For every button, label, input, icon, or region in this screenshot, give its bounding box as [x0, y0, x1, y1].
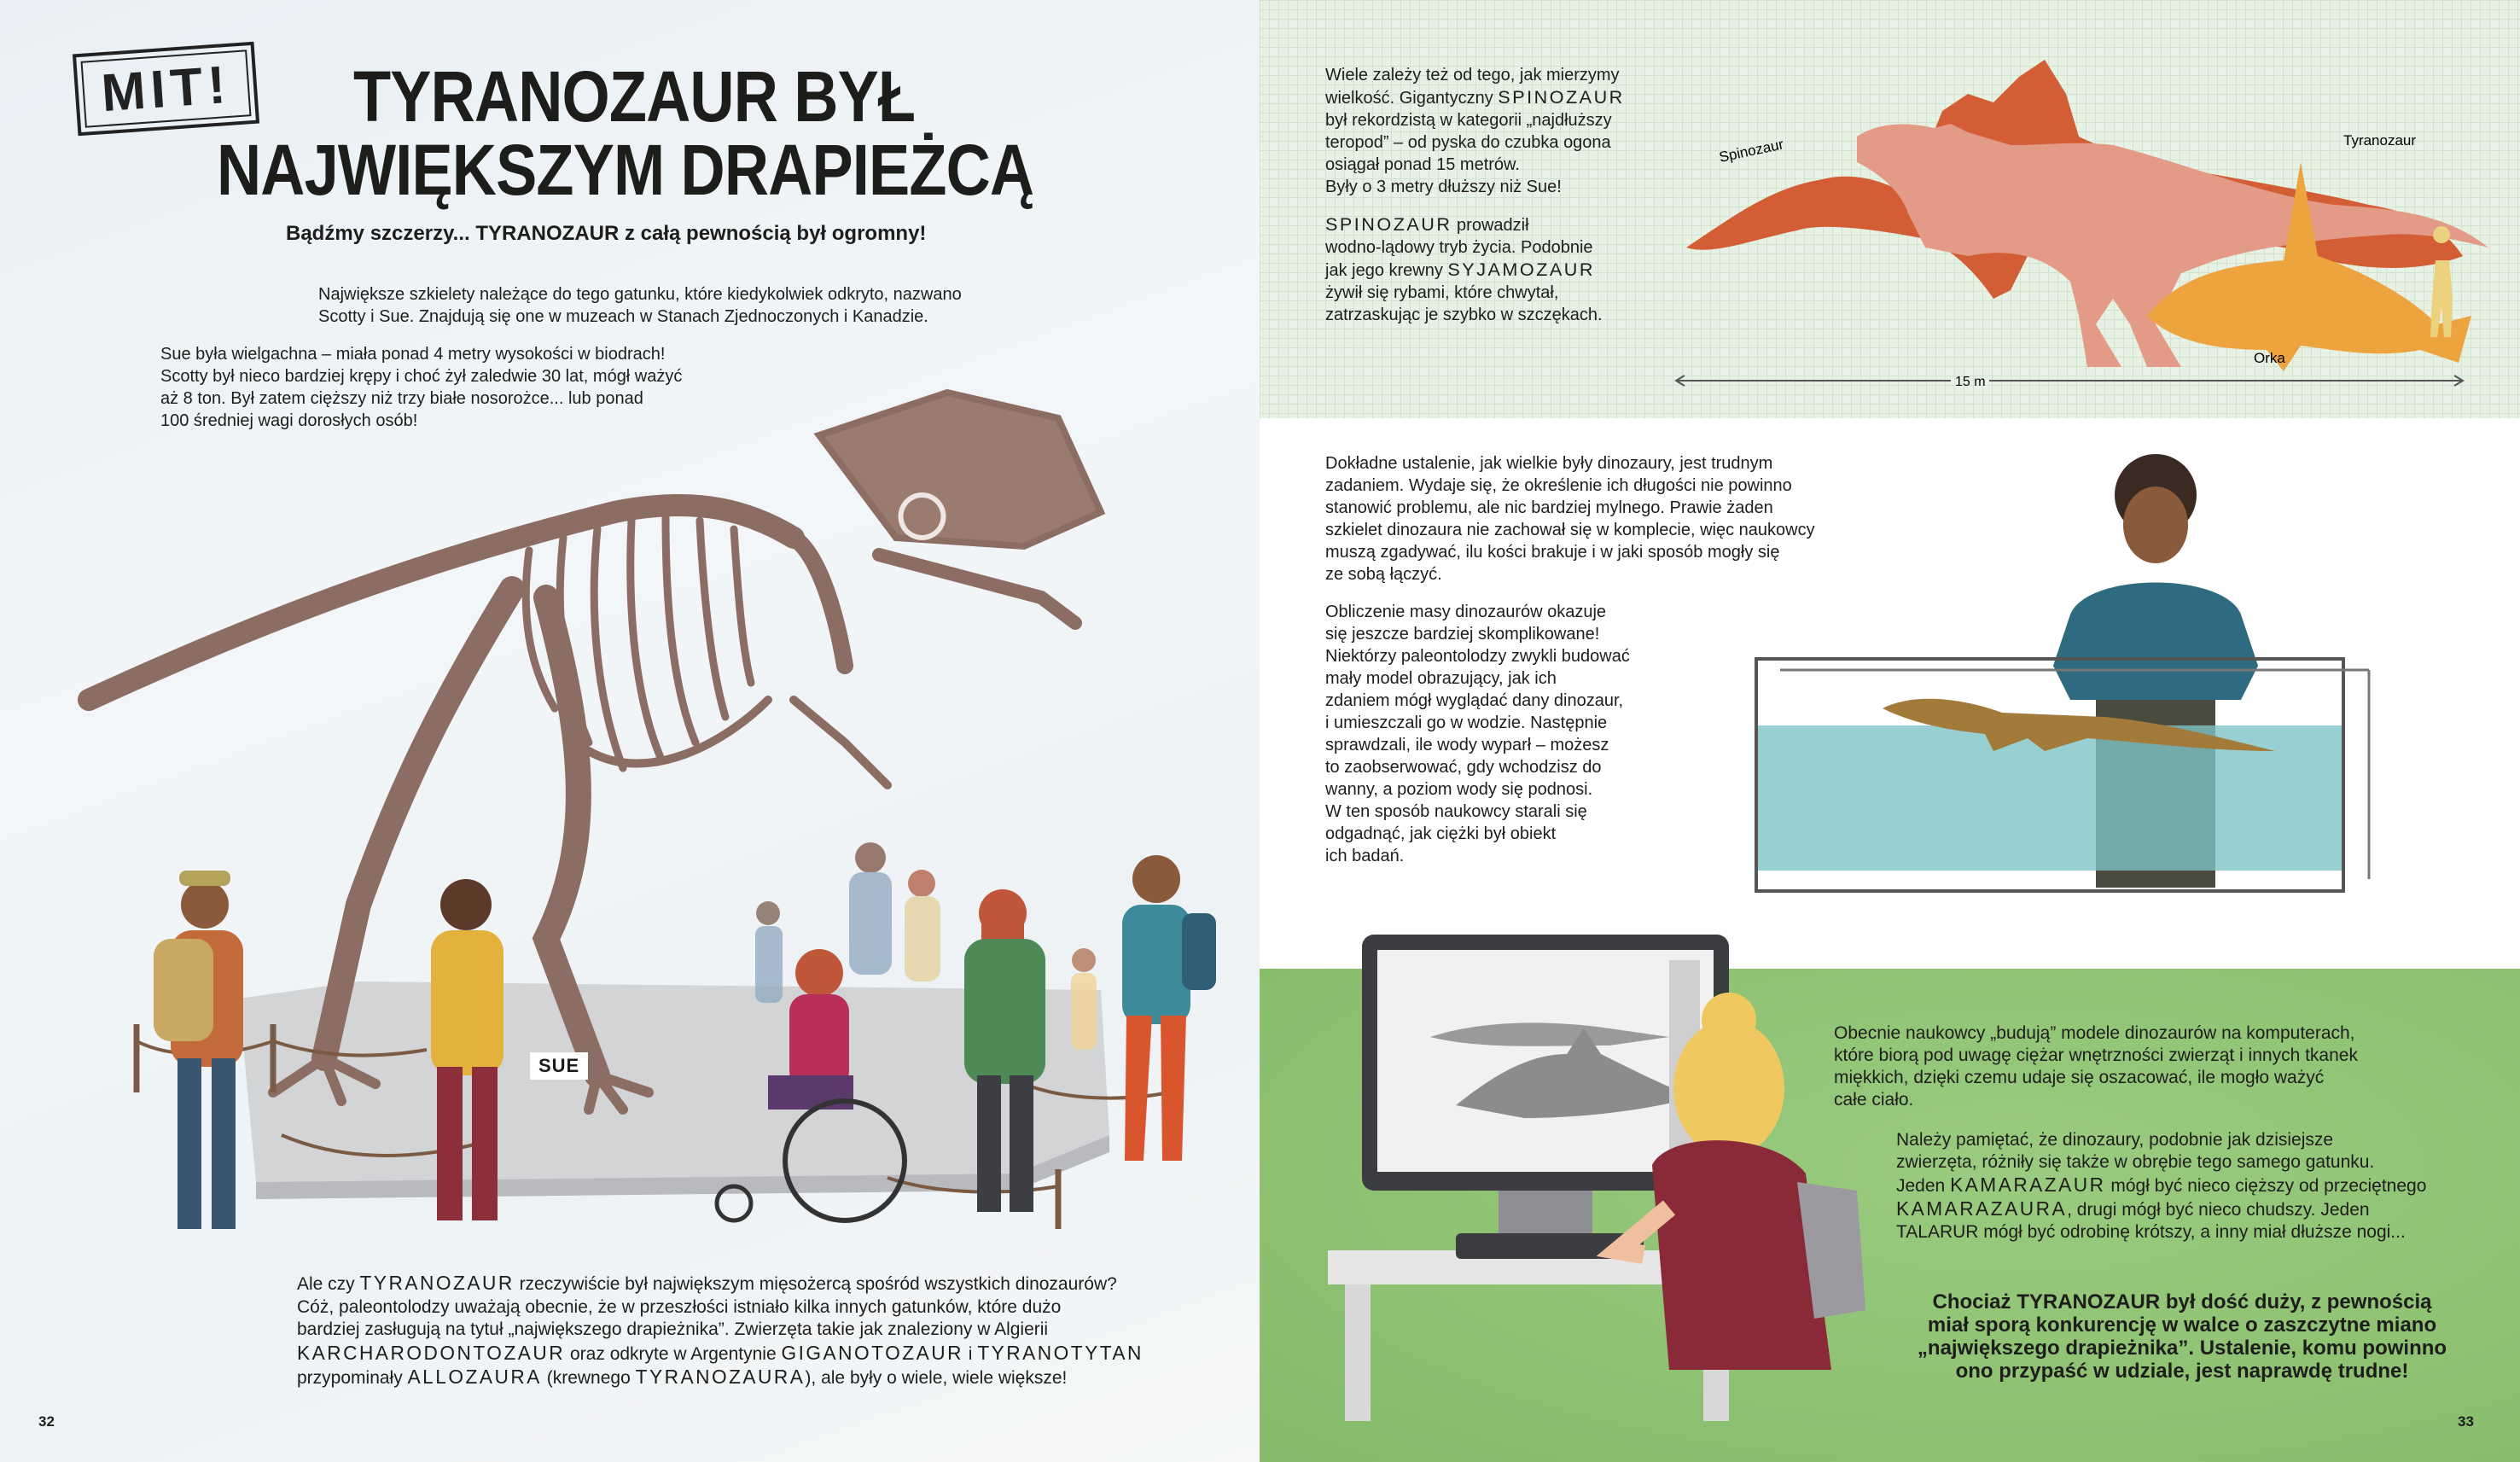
- page-number-left: 32: [38, 1413, 55, 1430]
- text-segment: przypominały: [297, 1368, 403, 1388]
- computer-modeling-panel: [1260, 969, 2520, 1462]
- species-name: GIGANOTOZAUR: [781, 1341, 963, 1364]
- water-tank: [1756, 659, 2369, 891]
- scale-label: 15 m: [1955, 375, 1986, 389]
- text-segment: był dość duży, z pewnością miał sporą konkurencję w walce o zaszczytne miano „największego drapieżnika”. Ustalenie, komu powinno ono przypaść w udziale, jest naprawdę trudne!: [1917, 1290, 2447, 1383]
- text-segment: żywił się rybami, które chwytał, zatrzaskując je szybko w szczękach.: [1325, 283, 1603, 324]
- bottom-paragraph: [297, 1272, 1144, 1390]
- page-title-line2: NAJWIĘKSZYM DRAPIEŻCĄ: [217, 130, 1034, 210]
- desk-leg: [1345, 1284, 1371, 1421]
- species-name: TYRANOZAURA: [635, 1366, 806, 1388]
- museum-illustration: [0, 341, 1260, 1263]
- text-segment: ), ale były o wiele, wiele większe!: [805, 1368, 1068, 1388]
- conclusion-paragraph: [1866, 1290, 2498, 1383]
- species-name: KARCHARODONTOZAUR: [297, 1341, 566, 1364]
- spinosaurus-length-paragraph: [1325, 64, 1625, 198]
- text-segment: , drugi mógł być nieco chudszy. Jeden TALARUR mógł być odrobinę krótszy, a inny miał dłuższe nogi...: [1896, 1200, 2406, 1242]
- text-segment: Należy pamiętać, że dinozaury, podobnie jak dzisiejsze zwierzęta, różniły się także w obrębie tego samego gatunku. Jeden: [1896, 1130, 2375, 1196]
- text-segment: prowadził wodno-lądowy tryb życia. Podobnie jak jego krewny: [1325, 216, 1593, 280]
- subtitle: [286, 222, 926, 246]
- text-segment: mógł być nieco cięższy od przeciętnego: [2110, 1176, 2427, 1196]
- species-name: TYRANOZAUR: [2017, 1290, 2161, 1313]
- text-segment: Ale czy: [297, 1274, 360, 1294]
- myth-stamp-text: MIT!: [99, 55, 233, 123]
- page-title-line1: TYRANOZAUR BYŁ: [353, 56, 916, 137]
- text-segment: Obecnie naukowcy „budują” modele dinozaurów na komputerach, które biorą pod uwagę ciężar wnętrzności zwierząt i innych tkanek miękkich, dzięki czemu udaje się oszacować, ile mogło ważyć całe ciało.: [1834, 1023, 2358, 1110]
- text-segment: Bądźmy szczerzy...: [286, 222, 476, 245]
- scale-arrow: [1676, 376, 2463, 386]
- species-name: KAMARAZAURA: [1896, 1197, 2068, 1220]
- text-segment: z całą pewnością był ogromny!: [619, 222, 927, 245]
- myth-stamp: [73, 42, 259, 137]
- water-tank-illustration: [1746, 444, 2395, 922]
- text-segment: oraz odkryte w Argentynie: [565, 1343, 782, 1364]
- computer-models-paragraph: [1834, 1022, 2358, 1111]
- intro-paragraph: [318, 283, 962, 328]
- species-name: TYRANOZAUR: [359, 1272, 515, 1294]
- label-spinosaurus: Spinozaur: [1717, 136, 1785, 166]
- right-page: [1260, 0, 2520, 1462]
- water-displacement-paragraph: [1325, 601, 1630, 867]
- sue-label: SUE: [530, 1052, 588, 1080]
- size-comparison-chart: [1669, 43, 2505, 401]
- computer-illustration: [1328, 926, 1874, 1421]
- text-segment: Największe szkielety należące do tego gatunku, które kiedykolwiek odkryto, nazwano Scotty i Sue. Znajdują się one w muzeach w Stanach Zjednoczonych i Kanadzie.: [318, 285, 962, 326]
- text-segment: Wiele zależy też od tego, jak mierzymy wielkość. Gigantyczny: [1325, 66, 1620, 108]
- page-number-right: 33: [2458, 1413, 2474, 1430]
- text-segment: był rekordzistą w kategorii „najdłuższy teropod” – od pyska do czubka ogona osiągał ponad 15 metrów. Były o 3 metry dłuższy niż Sue!: [1325, 111, 1612, 196]
- text-segment: Sue była wielgachna – miała ponad 4 metry wysokości w biodrach! Scotty był nieco bardziej krępy i choć żył zaledwie 30 lat, mógł ważyć aż 8 ton. Był zatem cięższy niż trzy białe nosorożce... lub ponad 100 średniej wagi dorosłych osób!: [160, 345, 683, 430]
- measurement-paragraph: [1325, 452, 1815, 585]
- text-segment: Dokładne ustalenie, jak wielkie były dinozaury, jest trudnym zadaniem. Wydaje się, że określenie ich długości nie powinno stanowić problemu, ale nic bardziej mylnego. Prawie żaden szkielet dinozaura nie zachował się w komplecie, więc naukowcy muszą zgadywać, ilu kości brakuje i w jaki sposób mogły się ze sobą łączyć.: [1325, 454, 1815, 584]
- species-name: SPINOZAUR: [1498, 86, 1625, 108]
- text-segment: Obliczenie masy dinozaurów okazuje się jeszcze bardziej skomplikowane! Niektórzy paleontolodzy zwykli budować mały model obrazujący, jak ich zdaniem mógł wyglądać dany dinozaur, i umieszczali go w wodzie. Następnie sprawdzali, ile wody wyparł – możesz to zaobserwować, gdy wchodzisz do wanny, a poziom wody się podnosi. W ten sposób naukowcy starali się odgadnąć, jak ciężki był obiekt ich badań.: [1325, 603, 1630, 865]
- label-tyrannosaurus: Tyranozaur: [2343, 132, 2417, 149]
- species-name: KAMARAZAUR: [1950, 1174, 2106, 1196]
- text-segment: i: [963, 1343, 978, 1364]
- species-name: SYJAMOZAUR: [1447, 259, 1595, 280]
- text-segment: Chociaż: [1932, 1290, 2017, 1313]
- text-segment: (krewnego: [541, 1368, 636, 1388]
- species-name: TYRANOZAUR: [475, 222, 620, 245]
- spinosaurus-lifestyle-paragraph: [1325, 213, 1603, 326]
- species-name: SPINOZAUR: [1325, 213, 1452, 235]
- label-orca: Orka: [2254, 350, 2285, 366]
- visitor-bearded-man: [1122, 855, 1216, 1161]
- species-name: TYRANOTYTAN: [977, 1341, 1144, 1364]
- text-segment: rzeczywiście był największym mięsożercą spośród wszystkich dinozaurów? Cóż, paleontolodzy uważają obecnie, że w przeszłości istniało kilka innych gatunków, które dużo bardziej zasługują na tytuł „największego drapieżnika”. Zwierzęta takie jak znaleziony w Algierii: [297, 1274, 1117, 1339]
- species-variation-paragraph: [1896, 1129, 2426, 1244]
- species-name: ALLOZAURA: [407, 1366, 542, 1388]
